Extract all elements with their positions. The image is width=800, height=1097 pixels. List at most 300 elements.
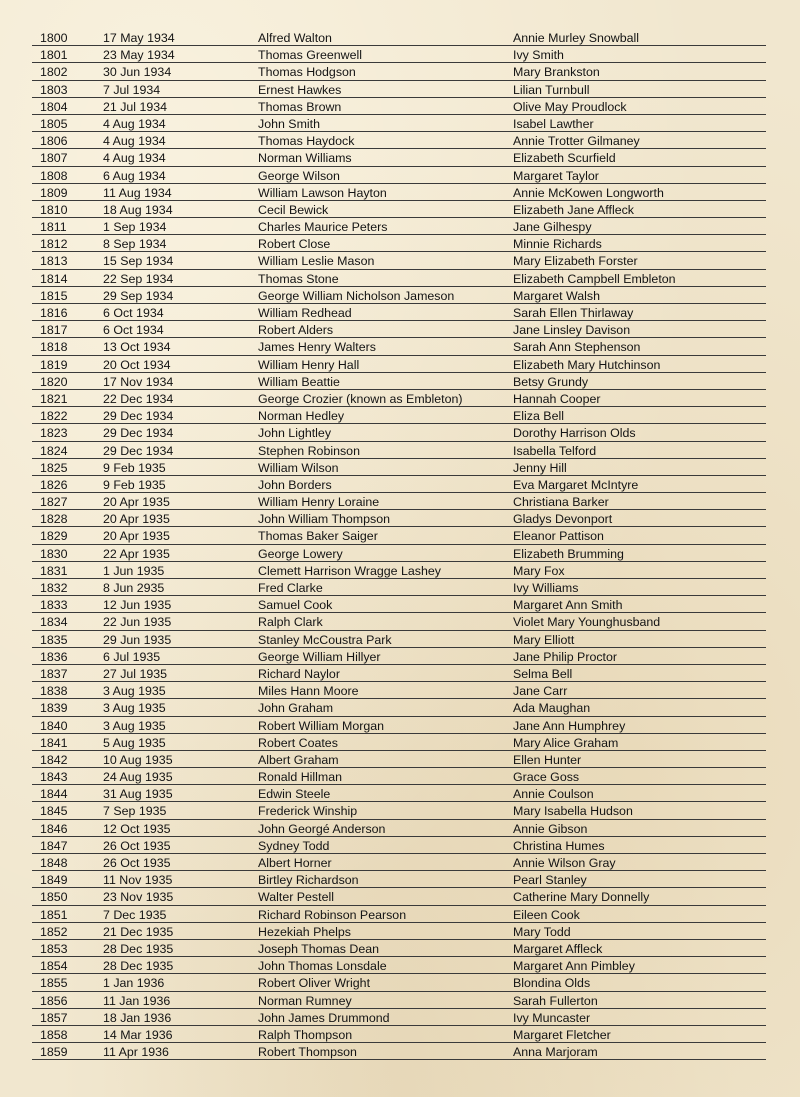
register-row xyxy=(32,820,766,837)
entry-number: 1836 xyxy=(40,649,68,664)
entry-number: 1855 xyxy=(40,976,68,991)
groom-name: Ralph Clark xyxy=(258,615,323,630)
groom-name: Thomas Greenwell xyxy=(258,48,362,63)
entry-number: 1814 xyxy=(40,271,68,286)
register-row xyxy=(32,63,766,80)
marriage-date: 20 Apr 1935 xyxy=(103,495,170,510)
groom-name: Birtley Richardson xyxy=(258,873,359,888)
register-row xyxy=(32,167,766,184)
entry-number: 1812 xyxy=(40,237,68,252)
register-row xyxy=(32,98,766,115)
register-row xyxy=(32,871,766,888)
marriage-date: 3 Aug 1935 xyxy=(103,701,166,716)
register-row xyxy=(32,493,766,510)
bride-name: Ivy Muncaster xyxy=(513,1010,591,1025)
register-row xyxy=(32,115,766,132)
entry-number: 1850 xyxy=(40,890,68,905)
marriage-date: 22 Dec 1934 xyxy=(103,391,174,406)
bride-name: Mary Elliott xyxy=(513,632,575,647)
entry-number: 1843 xyxy=(40,770,68,785)
marriage-date: 1 Sep 1934 xyxy=(103,220,167,235)
register-row xyxy=(32,287,766,304)
bride-name: Annie Murley Snowball xyxy=(513,31,640,45)
bride-name: Margaret Affleck xyxy=(513,941,603,956)
groom-name: John Borders xyxy=(258,477,332,492)
groom-name: Robert Oliver Wright xyxy=(258,976,371,991)
register-row xyxy=(32,1009,766,1026)
bride-name: Sarah Ann Stephenson xyxy=(513,340,641,355)
entry-number: 1854 xyxy=(40,959,68,974)
groom-name: Robert Coates xyxy=(258,735,338,750)
entry-number: 1815 xyxy=(40,288,68,303)
marriage-date: 29 Jun 1935 xyxy=(103,632,172,647)
register-row xyxy=(32,613,766,630)
register-row xyxy=(32,974,766,991)
marriage-date: 26 Oct 1935 xyxy=(103,856,171,870)
groom-name: Ronald Hillman xyxy=(258,770,343,785)
register-row xyxy=(32,235,766,252)
register-row xyxy=(32,373,766,390)
bride-name: Margaret Fletcher xyxy=(513,1027,611,1042)
entry-number: 1823 xyxy=(40,426,68,441)
entry-number: 1858 xyxy=(40,1027,68,1042)
marriage-date: 24 Aug 1935 xyxy=(103,770,173,785)
groom-name: John James Drummond xyxy=(258,1010,390,1025)
marriage-date: 20 Apr 1935 xyxy=(103,529,170,544)
entry-number: 1839 xyxy=(40,701,68,716)
marriage-date: 28 Dec 1935 xyxy=(103,941,174,956)
marriage-date: 7 Jul 1934 xyxy=(103,82,161,97)
register-row xyxy=(32,906,766,923)
marriage-date: 20 Oct 1934 xyxy=(103,357,171,372)
register-row xyxy=(32,699,766,716)
entry-number: 1808 xyxy=(40,168,68,183)
entry-number: 1851 xyxy=(40,907,68,922)
bride-name: Annie Trotter Gilmaney xyxy=(513,134,640,149)
bride-name: Mary Isabella Hudson xyxy=(513,804,633,819)
marriage-date: 7 Sep 1935 xyxy=(103,804,167,819)
entry-number: 1800 xyxy=(40,31,68,45)
register-row xyxy=(32,717,766,734)
bride-name: Gladys Devonport xyxy=(513,512,613,527)
marriage-date: 22 Apr 1935 xyxy=(103,546,170,561)
marriage-date: 29 Dec 1934 xyxy=(103,409,174,424)
groom-name: William Beattie xyxy=(258,374,340,389)
marriage-date: 26 Oct 1935 xyxy=(103,838,171,853)
entry-number: 1804 xyxy=(40,99,68,114)
bride-name: Eva Margaret McIntyre xyxy=(513,477,639,492)
entry-number: 1832 xyxy=(40,581,68,595)
entry-number: 1811 xyxy=(40,220,67,235)
bride-name: Margaret Taylor xyxy=(513,168,599,183)
marriage-date: 11 Apr 1936 xyxy=(103,1045,169,1060)
marriage-date: 4 Aug 1934 xyxy=(103,151,166,166)
register-row xyxy=(32,459,766,476)
register-row xyxy=(32,476,766,493)
marriage-date: 23 May 1934 xyxy=(103,48,175,63)
entry-number: 1824 xyxy=(40,443,68,458)
entry-number: 1846 xyxy=(40,821,68,836)
register-row xyxy=(32,149,766,166)
groom-name: Hezekiah Phelps xyxy=(258,924,351,939)
groom-name: Alfred Walton xyxy=(258,31,332,45)
register-row xyxy=(32,596,766,613)
groom-name: Frederick Winship xyxy=(258,804,358,819)
groom-name: George Crozier (known as Embleton) xyxy=(258,391,463,406)
register-row xyxy=(32,184,766,201)
bride-name: Olive May Proudlock xyxy=(513,99,627,114)
bride-name: Jane Philip Proctor xyxy=(513,649,617,664)
groom-name: William Wilson xyxy=(258,460,339,475)
groom-name: James Henry Walters xyxy=(258,340,376,355)
marriage-date: 4 Aug 1934 xyxy=(103,116,166,131)
bride-name: Jane Gilhespy xyxy=(513,220,592,235)
entry-number: 1801 xyxy=(40,48,68,63)
entry-number: 1828 xyxy=(40,512,68,527)
entry-number: 1859 xyxy=(40,1045,68,1060)
groom-name: Thomas Brown xyxy=(258,99,342,114)
bride-name: Margaret Ann Smith xyxy=(513,598,623,613)
bride-name: Ellen Hunter xyxy=(513,752,582,767)
marriage-date: 15 Sep 1934 xyxy=(103,254,174,269)
entry-number: 1809 xyxy=(40,185,68,200)
groom-name: Richard Naylor xyxy=(258,666,340,681)
entry-number: 1826 xyxy=(40,477,68,492)
marriage-date: 11 Jan 1936 xyxy=(103,993,171,1008)
entry-number: 1835 xyxy=(40,632,68,647)
marriage-date: 9 Feb 1935 xyxy=(103,477,166,492)
entry-number: 1805 xyxy=(40,116,68,131)
entry-number: 1849 xyxy=(40,873,68,888)
bride-name: Ivy Williams xyxy=(513,581,579,595)
marriage-date: 14 Mar 1936 xyxy=(103,1027,173,1042)
bride-name: Lilian Turnbull xyxy=(513,82,590,97)
entry-number: 1844 xyxy=(40,787,68,802)
marriage-date: 22 Jun 1935 xyxy=(103,615,172,630)
marriage-date: 1 Jan 1936 xyxy=(103,976,165,991)
register-row xyxy=(32,751,766,768)
marriage-date: 30 Jun 1934 xyxy=(103,65,172,80)
register-row xyxy=(32,854,766,871)
marriage-date: 29 Sep 1934 xyxy=(103,288,174,303)
register-row xyxy=(32,46,766,63)
entry-number: 1827 xyxy=(40,495,68,510)
register-row xyxy=(32,648,766,665)
bride-name: Annie Wilson Gray xyxy=(513,856,616,870)
bride-name: Isabel Lawther xyxy=(513,116,594,131)
bride-name: Violet Mary Younghusband xyxy=(513,615,661,630)
entry-number: 1833 xyxy=(40,598,68,613)
groom-name: William Henry Hall xyxy=(258,357,360,372)
marriage-date: 17 Nov 1934 xyxy=(103,374,174,389)
marriage-date: 9 Feb 1935 xyxy=(103,460,166,475)
entry-number: 1816 xyxy=(40,306,68,320)
marriage-date: 6 Oct 1934 xyxy=(103,323,164,338)
entry-number: 1819 xyxy=(40,357,68,372)
entry-number: 1810 xyxy=(40,202,68,217)
register-row xyxy=(32,665,766,682)
marriage-date: 12 Jun 1935 xyxy=(103,598,172,613)
bride-name: Hannah Cooper xyxy=(513,391,601,406)
marriage-date: 22 Sep 1934 xyxy=(103,271,174,286)
marriage-date: 29 Dec 1934 xyxy=(103,443,174,458)
entry-number: 1841 xyxy=(40,735,68,750)
entry-number: 1857 xyxy=(40,1010,68,1025)
bride-name: Ada Maughan xyxy=(513,701,591,716)
bride-name: Elizabeth Scurfield xyxy=(513,151,616,166)
register-row xyxy=(32,802,766,819)
marriage-date: 11 Nov 1935 xyxy=(103,873,173,888)
register-row xyxy=(32,390,766,407)
marriage-date: 3 Aug 1935 xyxy=(103,718,166,733)
marriage-date: 13 Oct 1934 xyxy=(103,340,171,355)
bride-name: Jane Ann Humphrey xyxy=(513,718,626,733)
register-row xyxy=(32,201,766,218)
bride-name: Elizabeth Mary Hutchinson xyxy=(513,357,661,372)
groom-name: Albert Graham xyxy=(258,752,339,767)
bride-name: Eliza Bell xyxy=(513,409,564,424)
groom-name: Robert Close xyxy=(258,237,331,252)
groom-name: George William Nicholson Jameson xyxy=(258,288,455,303)
marriage-date: 21 Dec 1935 xyxy=(103,924,174,939)
groom-name: Albert Horner xyxy=(258,856,332,870)
bride-name: Annie Gibson xyxy=(513,821,588,836)
register-row xyxy=(32,837,766,854)
register-row xyxy=(32,270,766,287)
groom-name: John Thomas Lonsdale xyxy=(258,959,387,974)
register-row xyxy=(32,734,766,751)
marriage-date: 7 Dec 1935 xyxy=(103,907,167,922)
marriage-date: 31 Aug 1935 xyxy=(103,787,173,802)
marriage-date: 6 Jul 1935 xyxy=(103,649,161,664)
entry-number: 1817 xyxy=(40,323,68,338)
entry-number: 1807 xyxy=(40,151,68,166)
groom-name: George William Hillyer xyxy=(258,649,381,664)
entry-number: 1829 xyxy=(40,529,68,544)
groom-name: John Smith xyxy=(258,116,320,131)
groom-name: Ernest Hawkes xyxy=(258,82,342,97)
groom-name: George Lowery xyxy=(258,546,343,561)
groom-name: Norman Rumney xyxy=(258,993,352,1008)
entry-number: 1840 xyxy=(40,718,68,733)
bride-name: Eleanor Pattison xyxy=(513,529,604,544)
register-row xyxy=(32,992,766,1009)
register-row xyxy=(32,1026,766,1043)
entry-number: 1830 xyxy=(40,546,68,561)
register-row xyxy=(32,1043,766,1060)
bride-name: Elizabeth Jane Affleck xyxy=(513,202,635,217)
marriage-date: 10 Aug 1935 xyxy=(103,752,173,767)
entry-number: 1802 xyxy=(40,65,68,80)
register-row xyxy=(32,579,766,596)
bride-name: Sarah Ellen Thirlaway xyxy=(513,306,634,320)
register-row xyxy=(32,631,766,648)
bride-name: Mary Brankston xyxy=(513,65,600,80)
groom-name: Cecil Bewick xyxy=(258,202,329,217)
groom-name: Stanley McCoustra Park xyxy=(258,632,392,647)
entry-number: 1831 xyxy=(40,563,68,578)
groom-name: Norman Williams xyxy=(258,151,352,166)
groom-name: Thomas Baker Saiger xyxy=(258,529,378,544)
entry-number: 1838 xyxy=(40,684,68,699)
bride-name: Isabella Telford xyxy=(513,443,597,458)
register-row xyxy=(32,682,766,699)
entry-number: 1822 xyxy=(40,409,68,424)
register-row xyxy=(32,407,766,424)
bride-name: Margaret Walsh xyxy=(513,288,600,303)
marriage-date: 21 Jul 1934 xyxy=(103,99,168,114)
marriage-register-table xyxy=(32,29,766,1060)
bride-name: Blondina Olds xyxy=(513,976,591,991)
register-row xyxy=(32,442,766,459)
groom-name: Samuel Cook xyxy=(258,598,333,613)
groom-name: Robert Thompson xyxy=(258,1045,357,1060)
bride-name: Pearl Stanley xyxy=(513,873,587,888)
register-row xyxy=(32,252,766,269)
register-row xyxy=(32,338,766,355)
entry-number: 1813 xyxy=(40,254,68,269)
marriage-date: 23 Nov 1935 xyxy=(103,890,174,905)
marriage-date: 8 Jun 2935 xyxy=(103,581,165,595)
register-row xyxy=(32,888,766,905)
marriage-date: 18 Aug 1934 xyxy=(103,202,173,217)
entry-number: 1806 xyxy=(40,134,68,149)
register-row xyxy=(32,424,766,441)
marriage-date: 28 Dec 1935 xyxy=(103,959,174,974)
entry-number: 1852 xyxy=(40,924,68,939)
groom-name: Richard Robinson Pearson xyxy=(258,907,407,922)
groom-name: Robert William Morgan xyxy=(258,718,385,733)
groom-name: William Henry Loraine xyxy=(258,495,380,510)
register-row xyxy=(32,527,766,544)
groom-name: John Georgé Anderson xyxy=(258,821,386,836)
groom-name: Ralph Thompson xyxy=(258,1027,353,1042)
groom-name: Fred Clarke xyxy=(258,581,323,595)
bride-name: Margaret Ann Pimbley xyxy=(513,959,635,974)
marriage-date: 5 Aug 1935 xyxy=(103,735,166,750)
groom-name: Stephen Robinson xyxy=(258,443,360,458)
marriage-date: 8 Sep 1934 xyxy=(103,237,167,252)
groom-name: Thomas Haydock xyxy=(258,134,355,149)
register-row xyxy=(32,768,766,785)
bride-name: Jane Linsley Davison xyxy=(513,323,631,338)
register-row xyxy=(32,510,766,527)
register-row xyxy=(32,29,766,46)
groom-name: Miles Hann Moore xyxy=(258,684,359,699)
bride-name: Mary Elizabeth Forster xyxy=(513,254,638,269)
bride-name: Jenny Hill xyxy=(513,460,567,475)
marriage-date: 18 Jan 1936 xyxy=(103,1010,172,1025)
groom-name: Robert Alders xyxy=(258,323,334,338)
register-row xyxy=(32,957,766,974)
marriage-date: 6 Oct 1934 xyxy=(103,306,164,320)
bride-name: Annie McKowen Longworth xyxy=(513,185,664,200)
groom-name: John William Thompson xyxy=(258,512,390,527)
bride-name: Catherine Mary Donnelly xyxy=(513,890,650,905)
marriage-date: 11 Aug 1934 xyxy=(103,185,172,200)
marriage-date: 29 Dec 1934 xyxy=(103,426,174,441)
register-row xyxy=(32,304,766,321)
register-row xyxy=(32,81,766,98)
bride-name: Minnie Richards xyxy=(513,237,602,252)
bride-name: Ivy Smith xyxy=(513,48,564,63)
entry-number: 1845 xyxy=(40,804,68,819)
groom-name: Thomas Stone xyxy=(258,271,339,286)
entry-number: 1837 xyxy=(40,666,68,681)
marriage-date: 6 Aug 1934 xyxy=(103,168,166,183)
bride-name: Elizabeth Campbell Embleton xyxy=(513,271,676,286)
bride-name: Grace Goss xyxy=(513,770,580,785)
marriage-date: 17 May 1934 xyxy=(103,31,175,45)
register-row xyxy=(32,923,766,940)
register-row xyxy=(32,545,766,562)
entry-number: 1842 xyxy=(40,752,68,767)
bride-name: Elizabeth Brumming xyxy=(513,546,624,561)
entry-number: 1818 xyxy=(40,340,68,355)
entry-number: 1847 xyxy=(40,838,68,853)
entry-number: 1848 xyxy=(40,856,68,870)
groom-name: William Leslie Mason xyxy=(258,254,375,269)
groom-name: John Graham xyxy=(258,701,334,716)
marriage-date: 27 Jul 1935 xyxy=(103,666,168,681)
entry-number: 1820 xyxy=(40,374,68,389)
bride-name: Mary Alice Graham xyxy=(513,735,619,750)
bride-name: Betsy Grundy xyxy=(513,374,589,389)
register-row xyxy=(32,132,766,149)
groom-name: Norman Hedley xyxy=(258,409,345,424)
groom-name: Edwin Steele xyxy=(258,787,331,802)
register-row xyxy=(32,940,766,957)
entry-number: 1803 xyxy=(40,82,68,97)
marriage-date: 4 Aug 1934 xyxy=(103,134,166,149)
register-row xyxy=(32,321,766,338)
bride-name: Anna Marjoram xyxy=(513,1045,598,1060)
entry-number: 1853 xyxy=(40,941,68,956)
groom-name: William Lawson Hayton xyxy=(258,185,387,200)
register-row xyxy=(32,562,766,579)
bride-name: Eileen Cook xyxy=(513,907,580,922)
entry-number: 1821 xyxy=(40,391,68,406)
marriage-date: 3 Aug 1935 xyxy=(103,684,166,699)
bride-name: Mary Fox xyxy=(513,563,565,578)
register-row xyxy=(32,218,766,235)
groom-name: Thomas Hodgson xyxy=(258,65,356,80)
groom-name: George Wilson xyxy=(258,168,340,183)
register-row xyxy=(32,785,766,802)
bride-name: Christina Humes xyxy=(513,838,605,853)
groom-name: John Lightley xyxy=(258,426,332,441)
bride-name: Dorothy Harrison Olds xyxy=(513,426,636,441)
groom-name: Walter Pestell xyxy=(258,890,334,905)
entry-number: 1825 xyxy=(40,460,68,475)
marriage-date: 12 Oct 1935 xyxy=(103,821,171,836)
bride-name: Christiana Barker xyxy=(513,495,609,510)
groom-name: Sydney Todd xyxy=(258,838,330,853)
marriage-date: 20 Apr 1935 xyxy=(103,512,170,527)
groom-name: William Redhead xyxy=(258,306,352,320)
bride-name: Sarah Fullerton xyxy=(513,993,598,1008)
entry-number: 1834 xyxy=(40,615,68,630)
groom-name: Joseph Thomas Dean xyxy=(258,941,379,956)
marriage-date: 1 Jun 1935 xyxy=(103,563,165,578)
groom-name: Charles Maurice Peters xyxy=(258,220,388,235)
bride-name: Selma Bell xyxy=(513,666,573,681)
groom-name: Clemett Harrison Wragge Lashey xyxy=(258,563,441,578)
bride-name: Mary Todd xyxy=(513,924,571,939)
bride-name: Annie Coulson xyxy=(513,787,594,802)
entry-number: 1856 xyxy=(40,993,68,1008)
register-row xyxy=(32,356,766,373)
